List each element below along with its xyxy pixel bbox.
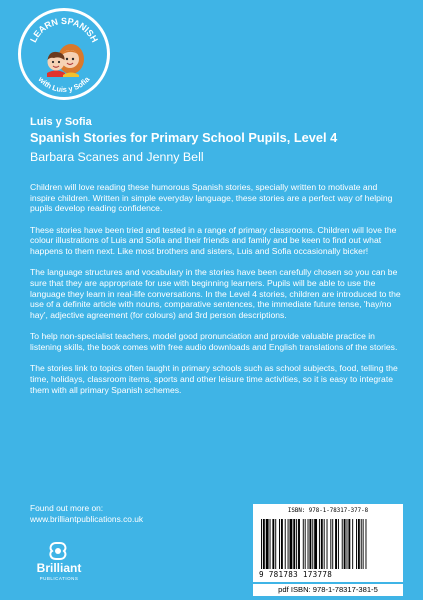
barcode-bar <box>319 519 320 569</box>
learn-spanish-logo <box>18 8 110 100</box>
barcode-bar <box>332 519 333 569</box>
isbn-label: ISBN: 978-1-78317-377-8 <box>287 508 369 514</box>
barcode-bar <box>312 519 313 569</box>
barcode-bar <box>361 519 362 569</box>
barcode-bar <box>305 519 306 569</box>
barcode-bar <box>356 519 357 569</box>
title-block <box>30 116 410 165</box>
barcode-bar <box>261 519 262 569</box>
barcode-bar <box>272 519 274 569</box>
svg-text:with Luis y Sofia <box>36 74 92 94</box>
barcode-bar <box>344 519 346 569</box>
barcode-bar <box>327 519 328 569</box>
barcode-icon <box>261 519 395 569</box>
pdf-isbn: pdf ISBN: 978-1-78317-381-5 <box>253 584 403 596</box>
luis-and-sofia-cartoon-icon <box>21 11 107 97</box>
barcode-bar <box>290 519 293 569</box>
blurb-paragraph: These stories have been tried and tested in a range of primary classrooms. Children will love the colour illustrations of Luis and Sofia and their friends and family and be keen to find out what happens to them next. Like most brothers and sisters, Luis and Sofia occasionally bicker! <box>30 224 397 257</box>
publisher-logo <box>29 540 89 588</box>
barcode-bar <box>330 519 331 569</box>
barcode-bar <box>281 519 283 569</box>
book-title: Spanish Stories for Primary School Pupils, Level 4 <box>30 130 338 145</box>
barcode-bar <box>366 519 367 569</box>
barcode-bar <box>263 519 265 569</box>
logo-arc-top: LEARN SPANISH <box>28 16 100 45</box>
barcode-bar <box>279 519 280 569</box>
svg-text:LEARN SPANISH <box>28 16 100 44</box>
website-link[interactable]: www.brilliantpublications.co.uk <box>30 514 144 524</box>
barcode-bar <box>342 519 343 569</box>
barcode-bar <box>266 519 269 569</box>
blurb-paragraph: The language structures and vocabulary in the stories have been carefully chosen so you can be sure that they are appropriate for use with beginning learners. Pupils will be able to use the language they learn in real-life conversations. In the Level 4 stories, children are introduced to the use of a definite article with nouns, comparative sentences, the immediate future tense, 'hay/no hay', adjective agreement (for colours) and 3rd person descriptions. <box>30 267 401 321</box>
barcode-bar <box>347 519 348 569</box>
barcode-bar <box>275 519 276 569</box>
barcode-bar <box>338 519 339 569</box>
blurb <box>30 182 403 406</box>
found-out-label: Found out more on: <box>30 503 104 513</box>
barcode-digits: 9 781783 173778 <box>259 570 333 579</box>
barcode-bar <box>321 519 323 569</box>
barcode-bar <box>293 519 295 569</box>
publisher-subtitle: PUBLICATIONS <box>39 576 79 581</box>
barcode-bar <box>352 519 353 569</box>
barcode-bar <box>308 519 309 569</box>
barcode-bar <box>335 519 337 569</box>
series-title: Luis y Sofia <box>30 116 92 128</box>
found-out-more <box>30 503 143 525</box>
barcode-bar <box>303 519 304 569</box>
barcode-panel <box>253 504 403 582</box>
barcode-bar <box>314 519 317 569</box>
blurb-paragraph: The stories link to topics often taught in primary schools such as school subjects, food, telling the time, holidays, classroom items, sports and other leisure time activities, so it is easy to integrate them with all primary Spanish schemes. <box>30 363 398 395</box>
barcode-bar <box>288 519 289 569</box>
barcode-bar <box>358 519 360 569</box>
barcode-bar <box>285 519 286 569</box>
authors: Barbara Scanes and Jenny Bell <box>30 150 204 164</box>
barcode-bar <box>348 519 350 569</box>
barcode-bar <box>363 519 364 569</box>
blurb-paragraph: Children will love reading these humorous Spanish stories, specially written to motivate and inspire children. Written in simple everyday language, these stories are a perfect way of helping pupils develop reading confidence. <box>30 182 393 214</box>
brilliant-publications-logo-icon <box>29 540 89 562</box>
blurb-paragraph: To help non-specialist teachers, model good pronunciation and provide valuable practice in listening skills, the book comes with free audio downloads and English translations of the stories. <box>30 331 398 352</box>
barcode-bar <box>298 519 300 569</box>
barcode-bar <box>324 519 325 569</box>
publisher-name: Brilliant <box>36 561 82 575</box>
barcode-bar <box>270 519 271 569</box>
barcode-bar <box>309 519 311 569</box>
logo-arc-bottom: with Luis y Sofia <box>36 74 92 95</box>
barcode-bar <box>296 519 297 569</box>
